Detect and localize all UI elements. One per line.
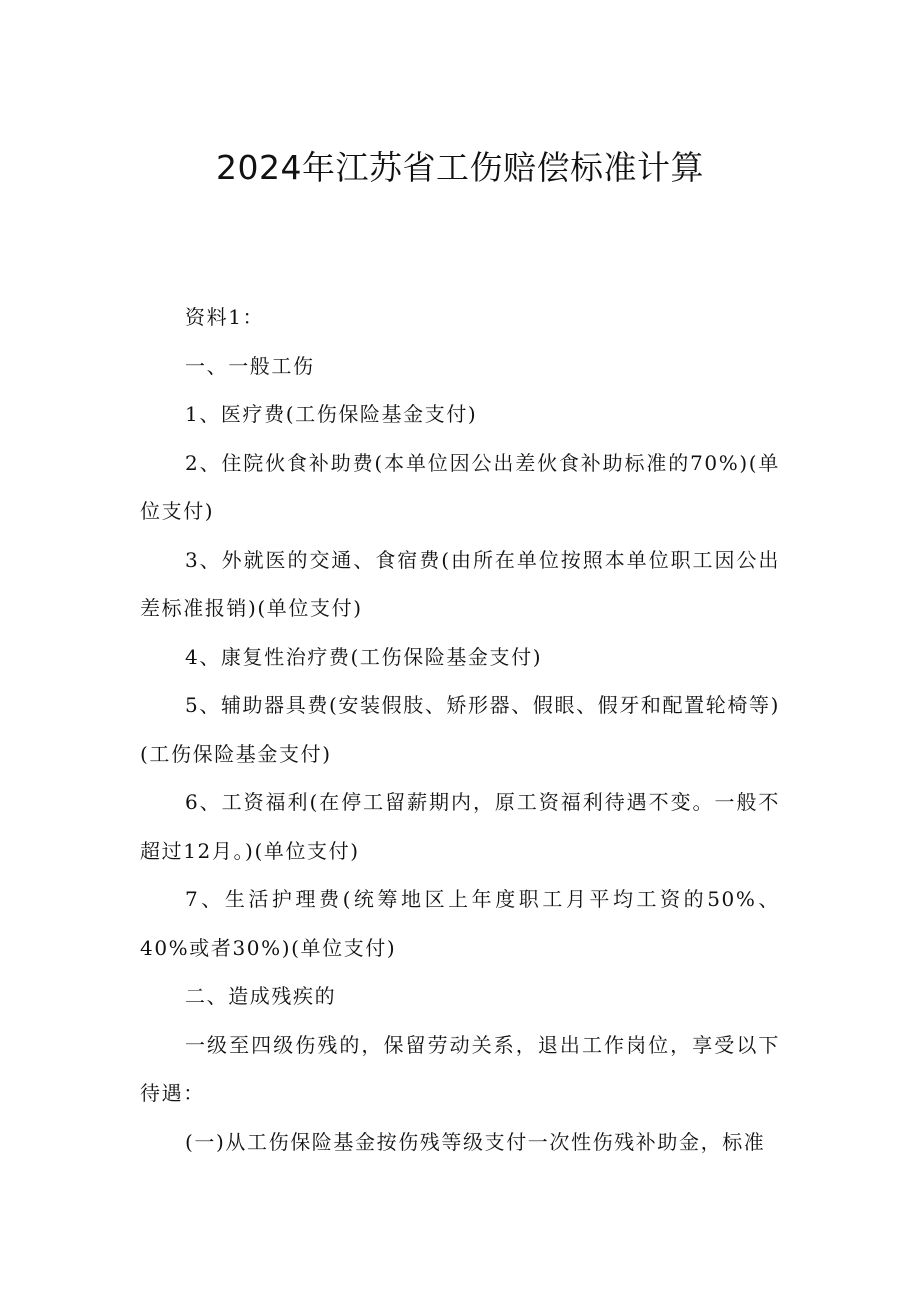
list-item-nursing-fee: 7、生活护理费(统筹地区上年度职工月平均工资的50%、40%或者30%)(单位支付) [140, 887, 780, 960]
section-heading-disability: 二、造成残疾的 [185, 984, 337, 1008]
list-item-rehabilitation: 4、康复性治疗费(工伤保险基金支付) [185, 644, 543, 669]
section-heading-general-injury: 一、一般工伤 [185, 353, 315, 378]
paragraph-disability-subsidy: (一)从工伤保险基金按伤残等级支付一次性伤残补助金，标准 [185, 1129, 766, 1154]
paragraph-source-label: 资料1： [185, 305, 265, 329]
list-item-assistive-devices: 5、辅助器具费(安装假肢、矫形器、假眼、假牙和配置轮椅等)(工伤保险基金支付) [140, 693, 780, 766]
list-item-travel-lodging: 3、外就医的交通、食宿费(由所在单位按照本单位职工因公出差标准报销)(单位支付) [140, 547, 780, 620]
document-title: 2024年江苏省工伤赔偿标准计算 [216, 148, 704, 187]
paragraph-disability-levels: 一级至四级伤残的，保留劳动关系，退出工作岗位，享受以下待遇： [140, 1032, 780, 1105]
list-item-meal-allowance: 2、住院伙食补助费(本单位因公出差伙食补助标准的70%)(单位支付) [140, 450, 780, 523]
document-body [140, 293, 780, 1166]
list-item-medical-fee: 1、医疗费(工伤保险基金支付) [185, 402, 478, 426]
list-item-wage-benefits: 6、工资福利(在停工留薪期内，原工资福利待遇不变。一般不超过12月。)(单位支付) [140, 790, 780, 863]
